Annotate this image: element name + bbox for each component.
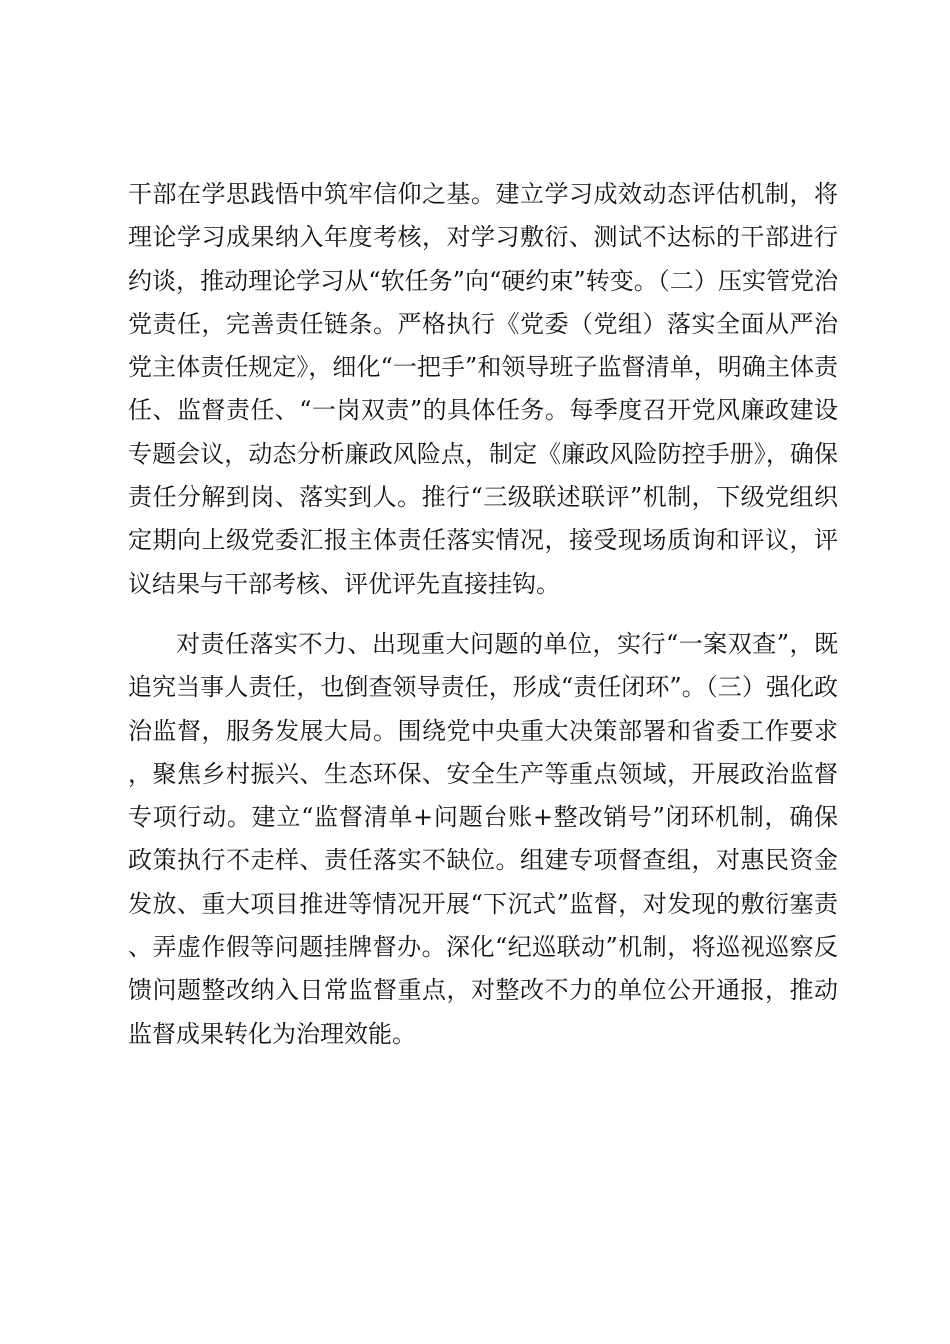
paragraph-1: 干部在学思践悟中筑牢信仰之基。建立学习成效动态评估机制，将理论学习成果纳入年度考核，对学习敷衍、测试不达标的干部进行约谈，推动理论学习从“软任务”向“硬约束”转变。（二）压实管党治党责任，完善责任链条。严格执行《党委（党组）落实全面从严治党主体责任规定》，细化“一把手”和领导班子监督清单，明确主体责任、监督责任、“一岗双责”的具体任务。每季度召开党风廉政建设专题会议，动态分析廉政风险点，制定《廉政风险防控手册》，确保责任分解到岗、落实到人。推行“三级联述联评”机制，下级党组织定期向上级党委汇报主体责任落实情况，接受现场质询和评议，评议结果与干部考核、评优评先直接挂钩。 <box>128 180 838 598</box>
paragraph-2: 对责任落实不力、出现重大问题的单位，实行“一案双查”，既追究当事人责任，也倒查领导责任，形成“责任闭环”。（三）强化政治监督，服务发展大局。围绕党中央重大决策部署和省委工作要求，聚焦乡村振兴、生态环保、安全生产等重点领域，开展政治监督专项行动。建立“监督清单+问题台账+整改销号”闭环机制，确保政策执行不走样、责任落实不缺位。组建专项督查组，对惠民资金发放、重大项目推进等情况开展“下沉式”监督，对发现的敷衍塞责、弄虚作假等问题挂牌督办。深化“纪巡联动”机制，将巡视巡察反馈问题整改纳入日常监督重点，对整改不力的单位公开通报，推动监督成果转化为治理效能。 <box>128 629 838 1048</box>
document-body <box>128 173 838 1056</box>
